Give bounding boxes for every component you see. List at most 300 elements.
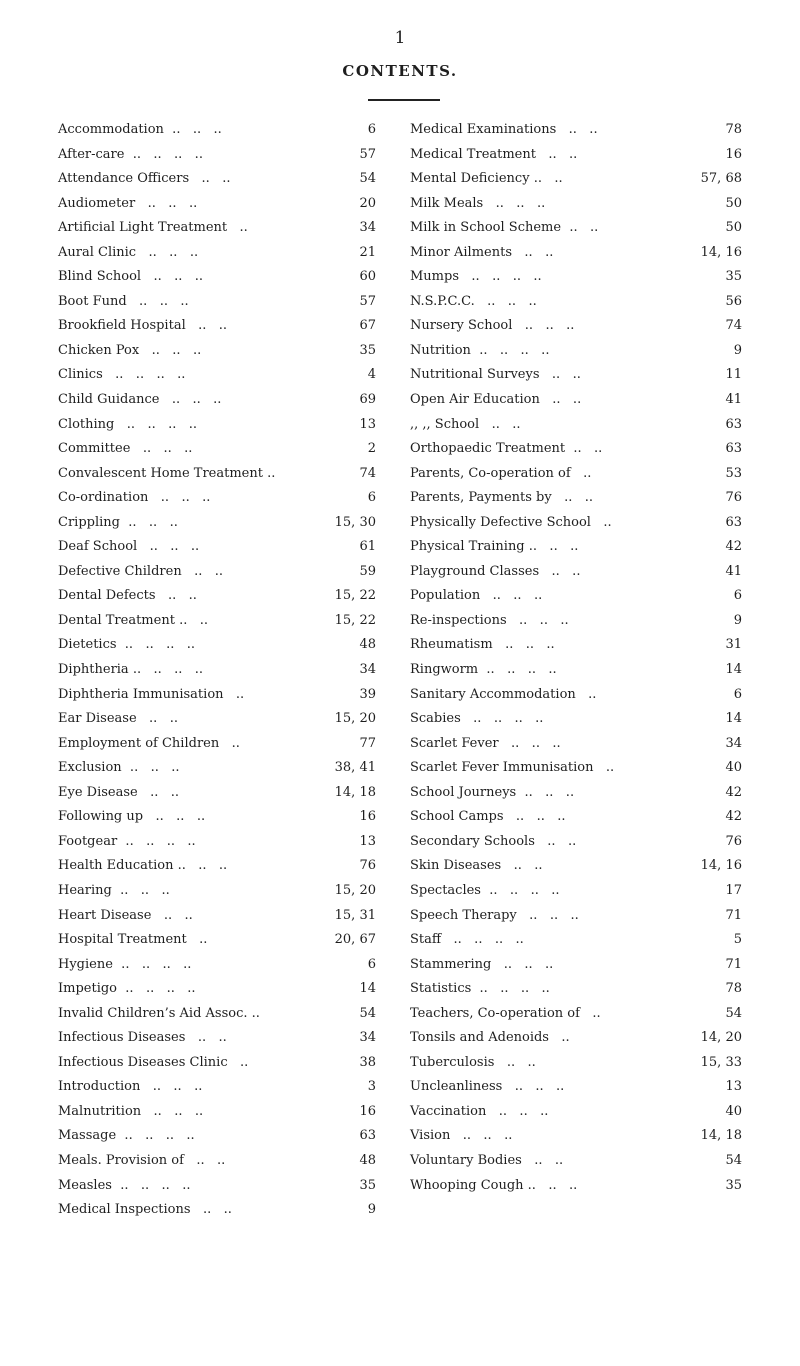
index-term: Meals. Provision of xyxy=(58,1152,184,1168)
dot-leader: .. .. xyxy=(479,416,521,432)
index-entry xyxy=(58,167,376,192)
dot-leader: .. .. .. xyxy=(137,539,200,555)
index-page-number: 78 xyxy=(725,981,742,997)
index-term: Invalid Children’s Aid Assoc. xyxy=(58,1005,248,1021)
index-page-number: 78 xyxy=(725,122,742,137)
index-entry xyxy=(410,584,742,609)
dot-leader: .. .. .. xyxy=(173,858,228,874)
index-term: Impetigo xyxy=(58,981,118,997)
index-term: Chicken Pox xyxy=(58,342,140,358)
index-page-number: 77 xyxy=(359,735,376,751)
dot-leader: .. .. .. xyxy=(450,1128,513,1144)
dot-leader: .. xyxy=(593,760,615,776)
index-column-right xyxy=(410,118,742,1198)
dot-leader: .. .. .. .. xyxy=(124,146,203,162)
index-page-number: 15, 22 xyxy=(334,612,376,628)
index-page-number: 14 xyxy=(725,711,742,727)
index-entry xyxy=(410,1149,742,1174)
dot-leader: .. .. xyxy=(174,612,208,628)
index-page-number: 42 xyxy=(725,784,742,800)
index-term: Playground Classes xyxy=(410,563,540,579)
index-page-number: 13 xyxy=(359,416,376,432)
index-page-number: 54 xyxy=(359,1005,376,1021)
index-page-number: 6 xyxy=(367,122,376,137)
index-term: Statistics xyxy=(410,981,472,997)
index-entry xyxy=(58,854,376,879)
index-page-number: 39 xyxy=(359,686,376,702)
dot-leader: .. .. .. .. xyxy=(111,1177,191,1193)
dot-leader: .. .. xyxy=(539,367,581,383)
index-entry xyxy=(58,707,376,732)
dot-leader: .. .. xyxy=(136,711,178,727)
dot-leader: .. .. .. xyxy=(111,882,170,898)
index-term: Audiometer xyxy=(58,195,136,211)
index-term: ,, ,, School xyxy=(410,416,480,432)
dot-leader: .. .. .. xyxy=(512,318,575,334)
index-term: Health Education xyxy=(58,858,174,874)
index-term: Malnutrition xyxy=(58,1103,142,1119)
index-term: Convalescent Home Treatment xyxy=(58,465,263,481)
index-page-number: 76 xyxy=(725,490,742,506)
index-entry xyxy=(410,388,742,413)
index-entry xyxy=(58,192,376,217)
index-page-number: 42 xyxy=(725,809,742,825)
index-term: Crippling xyxy=(58,514,120,530)
dot-leader: .. .. xyxy=(137,784,180,800)
index-entry xyxy=(410,1100,742,1125)
index-page-number: 20, 67 xyxy=(334,932,376,948)
index-entry xyxy=(58,805,376,830)
index-entry xyxy=(58,879,376,904)
dot-leader: .. .. .. xyxy=(141,1103,204,1119)
dot-leader: .. xyxy=(223,686,245,702)
index-entry xyxy=(410,879,742,904)
index-entry xyxy=(58,241,376,266)
index-page-number: 11 xyxy=(725,367,742,383)
index-term: N.S.P.C.C. xyxy=(410,293,475,309)
dot-leader: .. xyxy=(548,1030,570,1046)
index-entry xyxy=(58,953,376,978)
dot-leader: .. .. .. xyxy=(143,809,206,825)
index-entry xyxy=(58,437,376,462)
index-page-number: 56 xyxy=(725,293,742,309)
dot-leader: .. .. xyxy=(151,907,193,923)
dot-leader: .. xyxy=(262,465,276,481)
index-entry xyxy=(410,781,742,806)
index-term: Mental Deficiency xyxy=(410,171,530,187)
dot-leader: .. .. xyxy=(534,833,577,849)
index-term: Tonsils and Adenoids xyxy=(410,1030,549,1046)
dot-leader: .. .. .. xyxy=(148,490,211,506)
index-term: Massage xyxy=(58,1128,117,1144)
dot-leader: .. .. .. .. xyxy=(441,932,524,948)
index-page-number: 59 xyxy=(359,563,376,579)
dot-leader: .. xyxy=(227,1054,249,1070)
index-entry xyxy=(410,683,742,708)
index-page-number: 9 xyxy=(733,342,742,358)
index-entry xyxy=(410,977,742,1002)
index-page-number: 16 xyxy=(359,809,376,825)
index-term: Parents, Payments by xyxy=(410,490,552,506)
index-page-number: 9 xyxy=(733,612,742,628)
index-page-number: 6 xyxy=(367,956,376,972)
index-term: Orthopaedic Treatment xyxy=(410,441,566,457)
index-entry xyxy=(410,462,742,487)
index-page-number: 53 xyxy=(725,465,742,481)
dot-leader: .. xyxy=(227,220,248,236)
dot-leader: .. xyxy=(579,1005,601,1021)
index-entry xyxy=(58,535,376,560)
index-entry xyxy=(410,241,742,266)
index-entry xyxy=(410,535,742,560)
index-term: Whooping Cough xyxy=(410,1177,524,1193)
dot-leader: .. .. .. xyxy=(503,809,566,825)
index-entry xyxy=(410,658,742,683)
index-page-number: 76 xyxy=(725,833,742,849)
index-term: Vision xyxy=(410,1128,451,1144)
index-page-number: 14 xyxy=(725,662,742,678)
index-entry xyxy=(410,1075,742,1100)
index-entry xyxy=(410,633,742,658)
index-entry xyxy=(410,118,742,143)
index-page-number: 17 xyxy=(725,882,742,898)
index-entry xyxy=(58,830,376,855)
index-term: Dental Treatment xyxy=(58,612,175,628)
index-entry xyxy=(58,732,376,757)
index-term: Child Guidance xyxy=(58,392,160,408)
index-page-number: 13 xyxy=(725,1079,742,1095)
index-term: Dental Defects xyxy=(58,588,156,604)
index-term: Artificial Light Treatment xyxy=(58,220,228,236)
dot-leader: .. .. .. xyxy=(141,269,204,285)
index-page-number: 14, 18 xyxy=(700,1128,742,1144)
index-entry xyxy=(58,363,376,388)
index-page-number: 61 xyxy=(359,539,376,555)
index-page-number: 2 xyxy=(367,441,376,457)
index-page-number: 69 xyxy=(359,392,376,408)
index-entry xyxy=(410,953,742,978)
dot-leader: .. .. xyxy=(551,490,594,506)
index-term: Secondary Schools xyxy=(410,833,535,849)
dot-leader: .. .. .. .. xyxy=(112,956,192,972)
index-term: Deaf School xyxy=(58,539,138,555)
dot-leader: .. .. .. xyxy=(159,392,222,408)
index-term: Milk in School Scheme xyxy=(410,220,562,236)
index-page-number: 35 xyxy=(725,269,742,285)
index-term: School Journeys xyxy=(410,784,517,800)
index-page-number: 50 xyxy=(725,220,742,236)
index-entry xyxy=(58,1174,376,1199)
index-term: Hygiene xyxy=(58,956,113,972)
index-term: Nutrition xyxy=(410,342,471,358)
index-page-number: 60 xyxy=(359,269,376,285)
index-term: Heart Disease xyxy=(58,907,152,923)
dot-leader: .. .. xyxy=(512,244,554,260)
index-page-number: 35 xyxy=(725,1177,742,1193)
dot-leader: .. .. xyxy=(189,171,231,187)
dot-leader: .. .. .. xyxy=(502,1079,565,1095)
index-page-number: 6 xyxy=(733,686,742,702)
index-page-number: 3 xyxy=(367,1079,376,1095)
index-page-number: 9 xyxy=(367,1202,376,1218)
dot-leader: .. .. .. xyxy=(474,293,537,309)
index-page-number: 15, 31 xyxy=(334,907,376,923)
index-term: After-care xyxy=(58,146,125,162)
index-entry xyxy=(410,1124,742,1149)
index-page-number: 48 xyxy=(359,637,376,653)
index-page-number: 14, 18 xyxy=(334,784,376,800)
dot-leader: .. .. .. .. xyxy=(460,711,544,727)
dot-leader: .. .. xyxy=(185,318,228,334)
index-entry xyxy=(410,486,742,511)
index-entry xyxy=(410,830,742,855)
index-page-number: 74 xyxy=(359,465,376,481)
index-page-number: 38, 41 xyxy=(334,760,376,776)
dot-leader: .. .. .. .. xyxy=(128,662,204,678)
index-term: Scarlet Fever Immunisation xyxy=(410,760,594,776)
dot-leader: .. .. xyxy=(494,1054,536,1070)
dot-leader: .. .. .. xyxy=(491,956,554,972)
dot-leader: .. .. xyxy=(535,146,578,162)
index-term: Blind School xyxy=(58,269,142,285)
index-page-number: 31 xyxy=(725,637,742,653)
dot-leader: .. .. xyxy=(190,1202,232,1218)
index-entry xyxy=(58,265,376,290)
dot-leader: .. .. .. .. xyxy=(117,981,196,997)
dot-leader: .. .. .. xyxy=(486,1103,549,1119)
dot-leader: .. .. xyxy=(181,563,224,579)
index-term: Voluntary Bodies xyxy=(410,1152,522,1168)
index-term: Dietetics xyxy=(58,637,117,653)
index-page-number: 14, 16 xyxy=(700,244,742,260)
index-entry xyxy=(410,904,742,929)
index-page-number: 14 xyxy=(359,981,376,997)
index-entry xyxy=(58,314,376,339)
index-term: Hearing xyxy=(58,882,112,898)
dot-leader: .. .. .. xyxy=(483,195,546,211)
index-term: Physical Training xyxy=(410,539,525,555)
dot-leader: .. .. .. xyxy=(516,907,579,923)
dot-leader: .. .. .. xyxy=(523,1177,578,1193)
index-entry xyxy=(58,1149,376,1174)
dot-leader: .. .. xyxy=(183,1152,226,1168)
index-entry xyxy=(410,1174,742,1199)
index-entry xyxy=(58,143,376,168)
index-term: Brookfield Hospital xyxy=(58,318,186,334)
index-term: Diphtheria Immunisation xyxy=(58,686,224,702)
index-term: Population xyxy=(410,588,481,604)
dot-leader: .. .. xyxy=(501,858,543,874)
index-entry xyxy=(410,339,742,364)
index-term: Infectious Diseases Clinic xyxy=(58,1054,228,1070)
index-page-number: 57 xyxy=(359,293,376,309)
index-entry xyxy=(58,781,376,806)
index-term: Accommodation xyxy=(58,122,164,137)
index-term: Nursery School xyxy=(410,318,513,334)
index-term: Infectious Diseases xyxy=(58,1030,186,1046)
index-entry xyxy=(58,290,376,315)
index-entry xyxy=(58,339,376,364)
dot-leader: .. xyxy=(570,465,592,481)
dot-leader: .. .. xyxy=(556,122,598,137)
index-page-number: 15, 33 xyxy=(700,1054,742,1070)
index-term: Physically Defective School xyxy=(410,514,591,530)
index-term: Minor Ailments xyxy=(410,244,513,260)
index-term: Medical Inspections xyxy=(58,1202,191,1218)
index-entry xyxy=(58,756,376,781)
index-page-number: 42 xyxy=(725,539,742,555)
index-page-number: 16 xyxy=(725,146,742,162)
index-entry xyxy=(410,437,742,462)
index-term: Eye Disease xyxy=(58,784,138,800)
index-term: Speech Therapy xyxy=(410,907,517,923)
index-page-number: 74 xyxy=(725,318,742,334)
index-term: Aural Clinic xyxy=(58,244,137,260)
index-entry xyxy=(58,118,376,143)
index-entry xyxy=(410,290,742,315)
index-term: Scarlet Fever xyxy=(410,735,499,751)
index-page-number: 48 xyxy=(359,1152,376,1168)
index-page-number: 54 xyxy=(725,1005,742,1021)
index-term: Milk Meals xyxy=(410,195,484,211)
index-entry xyxy=(410,854,742,879)
index-entry xyxy=(410,1051,742,1076)
index-page-number: 16 xyxy=(359,1103,376,1119)
index-term: Co-ordination xyxy=(58,490,149,506)
dot-leader: .. .. .. xyxy=(524,539,579,555)
dot-leader: .. .. xyxy=(539,392,582,408)
index-page-number: 14, 16 xyxy=(700,858,742,874)
index-page-number: 71 xyxy=(725,907,742,923)
index-entry xyxy=(58,511,376,536)
dot-leader: .. .. .. .. xyxy=(470,342,550,358)
index-entry xyxy=(58,977,376,1002)
index-entry xyxy=(410,560,742,585)
index-page-number: 41 xyxy=(725,563,742,579)
index-term: Teachers, Co-operation of xyxy=(410,1005,580,1021)
dot-leader: .. .. .. xyxy=(516,784,575,800)
index-page-number: 57 xyxy=(359,146,376,162)
index-entry xyxy=(58,462,376,487)
index-term: Medical Treatment xyxy=(410,146,536,162)
index-term: Ear Disease xyxy=(58,711,137,727)
index-entry xyxy=(58,633,376,658)
index-entry xyxy=(58,486,376,511)
index-term: Sanitary Accommodation xyxy=(410,686,576,702)
index-page-number: 5 xyxy=(733,932,742,948)
index-entry xyxy=(58,1100,376,1125)
index-term: Parents, Co-operation of xyxy=(410,465,571,481)
index-page-number: 67 xyxy=(359,318,376,334)
index-page-number: 15, 20 xyxy=(334,882,376,898)
dot-leader: .. .. xyxy=(185,1030,227,1046)
index-entry xyxy=(58,216,376,241)
index-entry xyxy=(58,413,376,438)
index-page-number: 63 xyxy=(359,1128,376,1144)
dot-leader: .. .. .. .. xyxy=(471,981,550,997)
index-term: Clothing xyxy=(58,416,115,432)
index-term: Re-inspections xyxy=(410,612,507,628)
index-entry xyxy=(410,216,742,241)
index-entry xyxy=(58,1075,376,1100)
index-page-number: 40 xyxy=(725,760,742,776)
dot-leader: .. .. .. .. xyxy=(116,637,196,653)
index-entry xyxy=(58,928,376,953)
dot-leader: .. .. xyxy=(521,1152,564,1168)
index-page-number: 34 xyxy=(359,662,376,678)
index-page-number: 63 xyxy=(725,441,742,457)
index-page-number: 14, 20 xyxy=(700,1030,742,1046)
index-page-number: 6 xyxy=(733,588,742,604)
index-page-number: 15, 30 xyxy=(334,514,376,530)
index-page-number: 71 xyxy=(725,956,742,972)
index-page-number: 63 xyxy=(725,514,742,530)
index-page-number: 54 xyxy=(359,171,376,187)
index-term: School Camps xyxy=(410,809,504,825)
index-term: Tuberculosis xyxy=(410,1054,495,1070)
dot-leader: .. .. .. xyxy=(492,637,555,653)
index-term: Ringworm xyxy=(410,662,479,678)
heading-rule xyxy=(368,99,440,101)
index-term: Nutritional Surveys xyxy=(410,367,540,383)
index-entry xyxy=(58,560,376,585)
dot-leader: .. .. .. .. xyxy=(117,833,196,849)
index-page-number: 63 xyxy=(725,416,742,432)
index-page-number: 50 xyxy=(725,195,742,211)
index-entry xyxy=(58,683,376,708)
index-entry xyxy=(58,609,376,634)
dot-leader: .. .. .. .. xyxy=(478,662,557,678)
index-page-number: 76 xyxy=(359,858,376,874)
index-page-number: 35 xyxy=(359,342,376,358)
index-page-number: 13 xyxy=(359,833,376,849)
index-entry xyxy=(410,265,742,290)
index-term: Stammering xyxy=(410,956,492,972)
index-page-number: 34 xyxy=(725,735,742,751)
index-entry xyxy=(410,707,742,732)
index-page-number: 4 xyxy=(367,367,376,383)
dot-leader: .. .. .. xyxy=(139,342,202,358)
index-entry xyxy=(410,363,742,388)
dot-leader: .. .. xyxy=(539,563,581,579)
index-term: Open Air Education xyxy=(410,392,540,408)
dot-leader: .. .. .. .. xyxy=(102,367,186,383)
dot-leader: .. .. xyxy=(529,171,563,187)
dot-leader: .. .. xyxy=(565,441,603,457)
index-entry xyxy=(58,1124,376,1149)
index-term: Measles xyxy=(58,1177,112,1193)
index-page-number: 40 xyxy=(725,1103,742,1119)
index-entry xyxy=(58,1002,376,1027)
dot-leader: .. .. .. xyxy=(135,195,198,211)
index-entry xyxy=(410,609,742,634)
index-term: Exclusion xyxy=(58,760,122,776)
index-term: Staff xyxy=(410,932,442,948)
index-entry xyxy=(410,756,742,781)
index-page-number: 15, 22 xyxy=(334,588,376,604)
dot-leader: .. xyxy=(186,932,208,948)
index-page-number: 15, 20 xyxy=(334,711,376,727)
index-term: Mumps xyxy=(410,269,460,285)
index-term: Following up xyxy=(58,809,144,825)
dot-leader: .. .. .. .. xyxy=(480,882,560,898)
index-page-number: 57, 68 xyxy=(700,171,742,187)
index-entry xyxy=(410,1026,742,1051)
dot-leader: .. xyxy=(247,1005,260,1021)
dot-leader: .. xyxy=(590,514,612,530)
index-term: Hospital Treatment xyxy=(58,932,187,948)
index-entry xyxy=(410,167,742,192)
